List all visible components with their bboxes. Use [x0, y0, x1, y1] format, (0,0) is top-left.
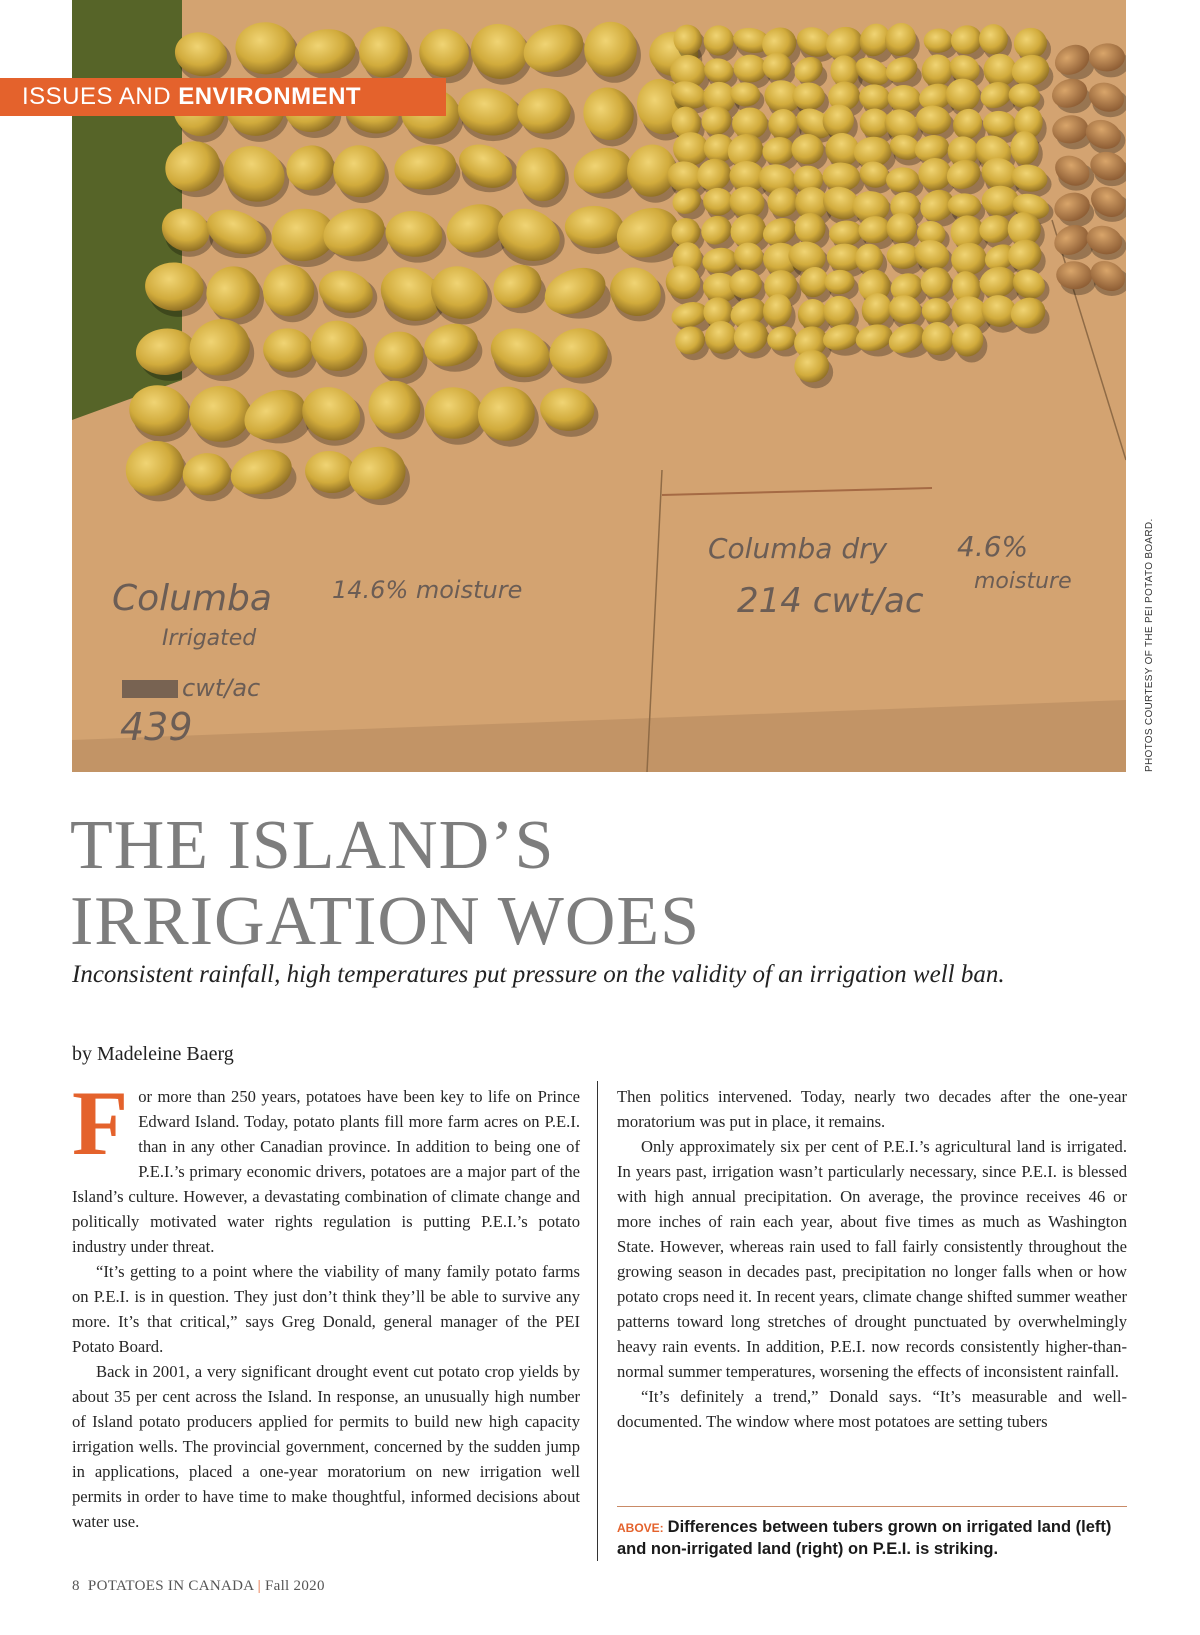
- body-column-1: [72, 1072, 580, 1534]
- hw-right-moisture-word: moisture: [974, 569, 1072, 594]
- paragraph: Only approximately six per cent of P.E.I.’s agricultural land is irrigated. In years past, irrigation wasn’t particularly necessary, since P.E.I. is blessed with high annual precipitation. On average, the province receives 46 or more inches of rain each year, about five times as much as Washington State. However, whereas rain used to fall fairly consistently throughout the growing season in decades past, precipitation no longer falls when or how potato crops need it. In recent years, climate change shifted summer weather patterns toward long stretches of drought punctuated by overwhelmingly heavy rain events. In addition, P.E.I. now records consistently higher-than-normal summer temperatures, worsening the effects of inconsistent rainfall.: [617, 1137, 1127, 1381]
- page-footer: [72, 1578, 325, 1595]
- byline: by Madeleine Baerg: [72, 1043, 234, 1065]
- hw-right-moisture-value: 4.6%: [957, 530, 1029, 563]
- section-tag: [0, 78, 446, 116]
- section-tag-text: ISSUES AND: [22, 83, 172, 110]
- hw-right-label: Columba dry: [708, 532, 888, 565]
- caption-rule: [617, 1506, 1127, 1507]
- paragraph: Then politics intervened. Today, nearly two decades after the one-year moratorium was put in place, it remains.: [617, 1087, 1127, 1131]
- hw-left-moisture: 14.6% moisture: [332, 576, 523, 604]
- photo-credit: PHOTOS COURTESY OF THE PEI POTATO BOARD.: [1144, 518, 1155, 772]
- paragraph: “It’s getting to a point where the viability of many family potato farms on P.E.I. is in question. They just don’t think they’ll be able to survive any more. It’s that critical,” says Greg Donald, general manager of the PEI Potato Board.: [72, 1262, 580, 1356]
- article-headline: [70, 808, 1070, 960]
- hw-left-unit: cwt/ac: [182, 674, 261, 702]
- page-number: 8: [72, 1578, 80, 1594]
- headline-line-1: THE ISLAND’S: [70, 807, 555, 884]
- headline-line-2: IRRIGATION WOES: [70, 883, 701, 960]
- caption-lead: ABOVE:: [617, 1521, 664, 1535]
- potato: [733, 55, 766, 83]
- issue-date: Fall 2020: [264, 1578, 325, 1594]
- body-column-2: [617, 1084, 1127, 1434]
- potato: [791, 134, 823, 164]
- scribble: [122, 680, 178, 698]
- article-deck: Inconsistent rainfall, high temperatures put pressure on the validity of an irrigation well ban.: [72, 961, 1005, 988]
- hw-left-yield: 439: [120, 705, 193, 749]
- hw-left-type: Irrigated: [162, 626, 257, 651]
- potato: [565, 206, 623, 248]
- drop-cap: F: [72, 1072, 129, 1174]
- caption-text: Differences between tubers grown on irrigated land (left) and non-irrigated land (right) on P.E.I. is striking.: [617, 1518, 1112, 1558]
- magazine-name: POTATOES IN CANADA: [87, 1578, 254, 1594]
- column-divider: [597, 1081, 598, 1561]
- paragraph: For more than 250 years, potatoes have been key to life on Prince Edward Island. Today, potato plants fill more farm acres on P.E.I. than in any other Canadian province. In addition to being one of P.E.I.’s primary economic drivers, potatoes are a major part of the Island’s culture. However, a devastating combination of climate change and politically motivated water rights regulation is putting P.E.I.’s potato industry under threat.: [72, 1072, 580, 1256]
- hw-right-yield: 214 cwt/ac: [737, 581, 924, 621]
- paragraph: Back in 2001, a very significant drought event cut potato crop yields by about 35 per cent across the Island. In response, an unusually high number of Island potato producers applied for permits to build new high capacity irrigation wells. The provincial government, concerned by the sudden jump in applications, placed a one-year moratorium on new irrigation well permits in order to have time to make thoughtful, informed decisions about water use.: [72, 1362, 580, 1531]
- paragraph: “It’s definitely a trend,” Donald says. “It’s measurable and well-documented. The window where most potatoes are setting tubers: [617, 1387, 1127, 1431]
- photo-caption: [617, 1517, 1127, 1560]
- folio-separator: |: [257, 1578, 261, 1594]
- section-tag-bold: ENVIRONMENT: [178, 83, 362, 110]
- hw-left-variety: Columba: [112, 578, 272, 619]
